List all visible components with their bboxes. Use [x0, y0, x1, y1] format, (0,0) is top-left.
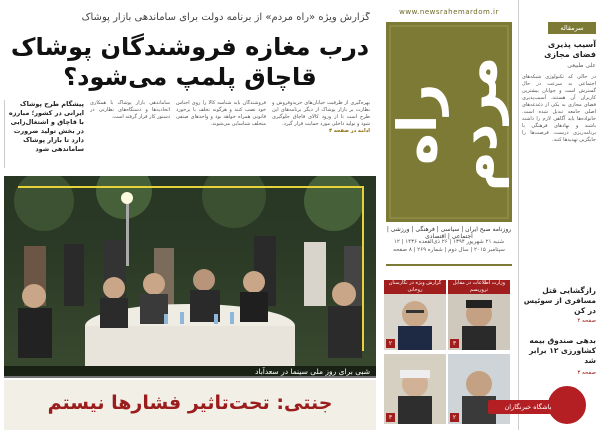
portrait-thumb-label: گزارش ویژه در نگارستان روحانی — [384, 280, 446, 294]
editorial-author: علی طبیعی — [567, 62, 596, 69]
main-headline[interactable]: درب مغازه فروشندگان پوشاک قاچاق پلمپ می‌شود؟ — [10, 33, 370, 91]
watermark-text: باشگاه خبرنگاران — [488, 400, 568, 414]
portrait-thumb-page: ۳ — [386, 413, 395, 422]
portrait-thumb-page: ۲ — [450, 413, 459, 422]
portrait-thumb-4[interactable] — [384, 354, 446, 424]
story-column-2: فروشندگان باید شناسه کالا را روی اجناس خود نصب کنند و هرگونه تخلف با برخورد قانونی همراه خواهد بود و واحدهای صنفی متخلف شناسایی می‌شوند. — [176, 100, 266, 127]
bottom-headline[interactable]: جنتی: تحت‌تاثیر فشارها نیستم — [47, 392, 333, 414]
portrait-thumb-page: ۲ — [386, 339, 395, 348]
masthead-logo-text: راه مردم — [386, 56, 509, 192]
site-url[interactable]: www.newsrahemardom.ir — [399, 8, 499, 16]
photo-caption: شبی برای روز ملی سینما در سعدآباد — [4, 366, 376, 378]
story-column-3: ساماندهی بازار پوشاک با همکاری اتحادیه‌ها و دستگاه‌های نظارتی در دستور کار قرار گرفته است. — [90, 100, 170, 120]
brief-story-2-page: صفحه ۳ — [577, 370, 596, 376]
portrait-thumb-1[interactable] — [448, 280, 510, 350]
event-photo — [4, 176, 376, 376]
editorial-label: سرمقاله — [548, 22, 596, 34]
brief-story-2[interactable]: بدهی صندوق بیمه کشاورزی ۱۲ برابر شد — [529, 336, 596, 365]
portrait-thumb-label: وزارت اطلاعات در مقابل تروریسم — [448, 280, 510, 294]
editorial-body: در حالی که تکنولوژی شبکه‌های اجتماعی به سرعت در حال گسترش است و جوانان بیشترین کاربران آن هستند، آسیب‌پذیری فضای مجازی به یکی از دغدغه‌های اصلی جامعه تبدیل شده است. خانواده‌ها باید آگاهی لازم را داشته باشند و نهادهای فرهنگی با برنامه‌ریزی درست، فرصت‌ها را جایگزین تهدیدها کنند. — [522, 74, 596, 143]
watermark-logo — [486, 378, 600, 430]
side-teaser[interactable]: پیشگام طرح پوشاک ایرانی در کشور؛ مبارزه با قاچاق و اشتغال‌زایی در بخش تولید ضرورت دارد تا بازار پوشاک ساماندهی شود — [4, 100, 84, 168]
story-column-1-text: بهره‌گیری از ظرفیت خیابان‌های خریدوفروش و نظارت بر بازار پوشاک از دیگر برنامه‌های این طرح است تا از ورود کالای قاچاق جلوگیری شود و تولید داخلی مورد حمایت قرار گیرد. — [272, 100, 370, 127]
editorial-column — [518, 0, 600, 430]
masthead-divider — [386, 264, 512, 266]
portrait-thumb-page: ۳ — [450, 339, 459, 348]
brief-story-1-page: صفحه ۴ — [577, 318, 596, 324]
brief-story-1[interactable]: رازگشایی قتل مسافری از سوئیس در کن — [523, 286, 596, 315]
event-photo-illustration — [4, 176, 376, 376]
masthead-description: روزنامه صبح ایران | سیاسی | فرهنگی | ورزشی | اجتماعی | اقتصادی — [386, 226, 512, 240]
editorial-title[interactable]: آسیب پذیری فضای مجازی — [544, 40, 596, 59]
portrait-thumb-2[interactable] — [384, 280, 446, 350]
story-continuation-link[interactable]: ادامه در صفحه ۴ — [329, 128, 370, 134]
headline-kicker: گزارش ویژه «راه مردم» از برنامه دولت برای ساماندهی بازار پوشاک — [81, 12, 370, 23]
masthead-date-line: شنبه ۲۱ شهریور ۱۳۹۴ | ۲۶ ذی‌القعده ۱۴۳۶ | ۱۲ سپتامبر ۲۰۱۵ | سال دوم | شماره ۲۶۹ | ۸ صفحه — [393, 239, 505, 253]
story-column-1 — [272, 100, 370, 162]
